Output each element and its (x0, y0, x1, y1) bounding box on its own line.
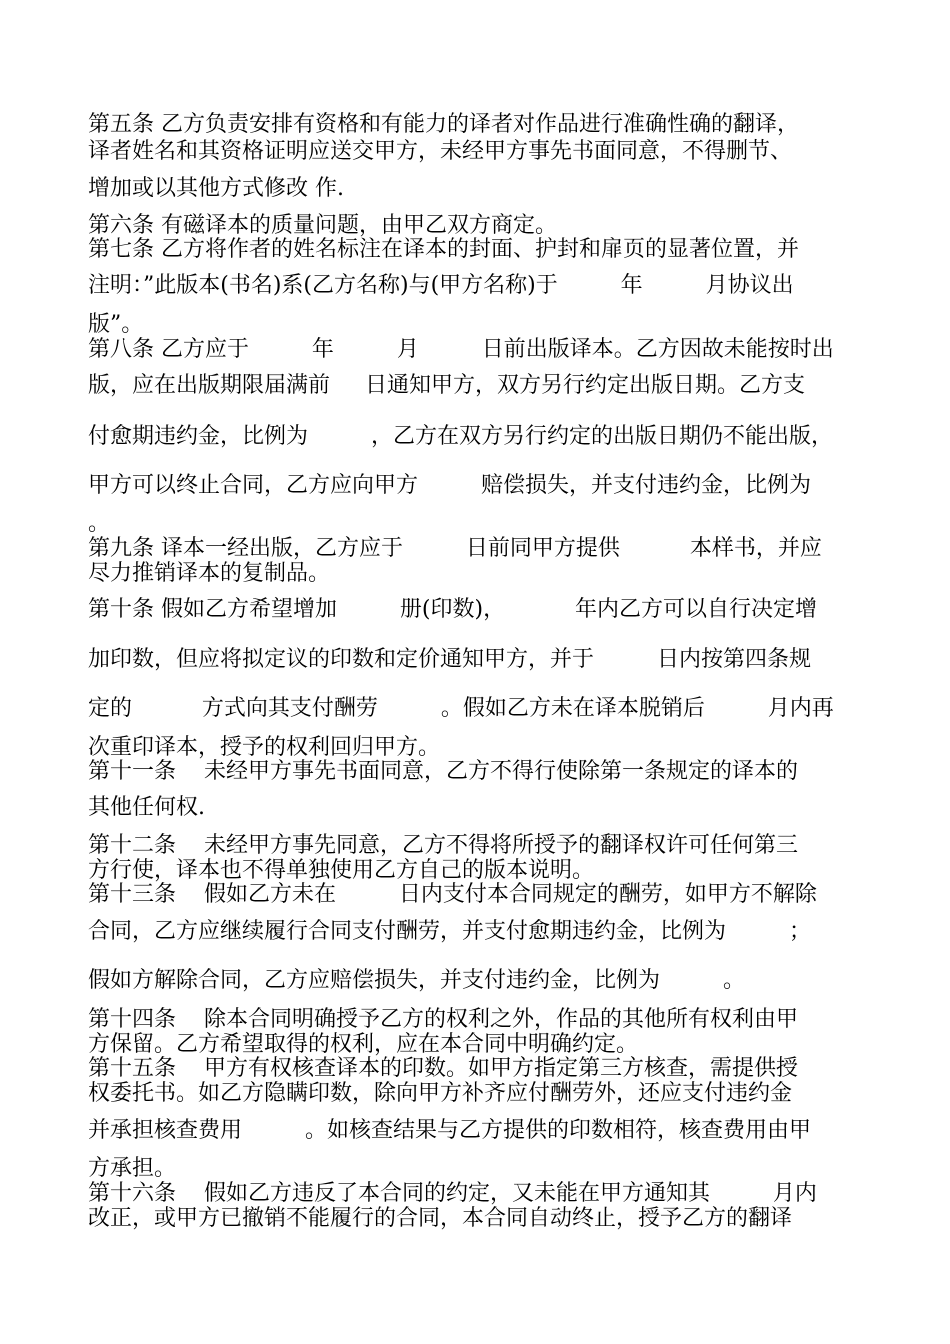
text-line: 第九条 译本一经出版，乙方应于 日前同甲方提供 本样书，并应 (88, 536, 822, 561)
text-line: 并承担核查费用 。如核查结果与乙方提供的印数相符，核查费用由甲 (88, 1118, 811, 1143)
text-line: 加印数，但应将拟定议的印数和定价通知甲方，并于 日内按第四条规 (88, 647, 811, 672)
text-line: 合同，乙方应继续履行合同支付酬劳，并支付愈期违约金，比例为 ； (88, 919, 811, 944)
text-line: 第十二条 未经甲方事先同意，乙方不得将所授予的翻译权许可任何第三 (88, 833, 798, 858)
text-line: 第七条 乙方将作者的姓名标注在译本的封面、护封和扉页的显著位置，并 (88, 237, 799, 262)
text-line: 第十四条 除本合同明确授予乙方的权利之外，作品的其他所有权利由甲 (88, 1007, 798, 1032)
text-line: 其他任何权. (88, 795, 205, 820)
text-line: 第十一条 未经甲方事先书面同意，乙方不得行使除第一条规定的译本的 (88, 759, 798, 784)
text-line: 付愈期违约金，比例为 ，乙方在双方另行约定的出版日期仍不能出版， (88, 424, 833, 449)
text-line: 定的 方式向其支付酬劳 。假如乙方未在译本脱销后 月内再 (88, 696, 834, 721)
text-line: 改正，或甲方已撤销不能履行的合同，本合同自动终止，授予乙方的翻译 (88, 1206, 793, 1231)
text-line: 第十三条 假如乙方未在 日内支付本合同规定的酬劳，如甲方不解除 (88, 882, 817, 907)
text-line: 增加或以其他方式修改 作. (88, 176, 344, 201)
text-line: 第十六条 假如乙方违反了本合同的约定，又未能在甲方通知其 月内 (88, 1181, 817, 1206)
text-line: 方承担。 (88, 1156, 177, 1181)
text-line: 第六条 有磁译本的质量问题，由甲乙双方商定。 (88, 213, 557, 238)
text-line: 甲方可以终止合同，乙方应向甲方 赔偿损失，并支付违约金，比例为 (88, 473, 811, 498)
text-line: 第十条 假如乙方希望增加 册(印数)， 年内乙方可以自行决定增 (88, 597, 818, 622)
text-line: 权委托书。如乙方隐瞒印数，除向甲方补齐应付酬劳外，还应支付违约金 (88, 1081, 793, 1106)
text-line: 译者姓名和其资格证明应送交甲方，未经甲方事先书面同意，不得删节、 (88, 139, 793, 164)
text-line: 假如方解除合同，乙方应赔偿损失，并支付违约金，比例为 。 (88, 968, 745, 993)
text-line: 第八条 乙方应于 年 月 日前出版译本。乙方因故未能按时出 (88, 337, 834, 362)
text-line: 注明：”此版本(书名)系(乙方名称)与(甲方名称)于 年 月协议出 (88, 273, 794, 298)
text-line: 方行使，译本也不得单独使用乙方自己的版本说明。 (88, 858, 595, 883)
text-line: 。 (88, 511, 111, 536)
text-line: 第五条 乙方负责安排有资格和有能力的译者对作品进行准确性确的翻译， (88, 112, 799, 137)
text-line: 第十五条 甲方有权核查译本的印数。如甲方指定第三方核查，需提供授 (88, 1056, 798, 1081)
text-line: 版，应在出版期限届满前 日通知甲方，双方另行约定出版日期。乙方支 (88, 373, 805, 398)
text-line: 版”。 (88, 312, 144, 337)
text-line: 尽力推销译本的复制品。 (88, 561, 331, 586)
text-line: 次重印译本，授予的权利回归甲方。 (88, 735, 441, 760)
text-line: 方保留。乙方希望取得的权利，应在本合同中明确约定。 (88, 1032, 639, 1057)
